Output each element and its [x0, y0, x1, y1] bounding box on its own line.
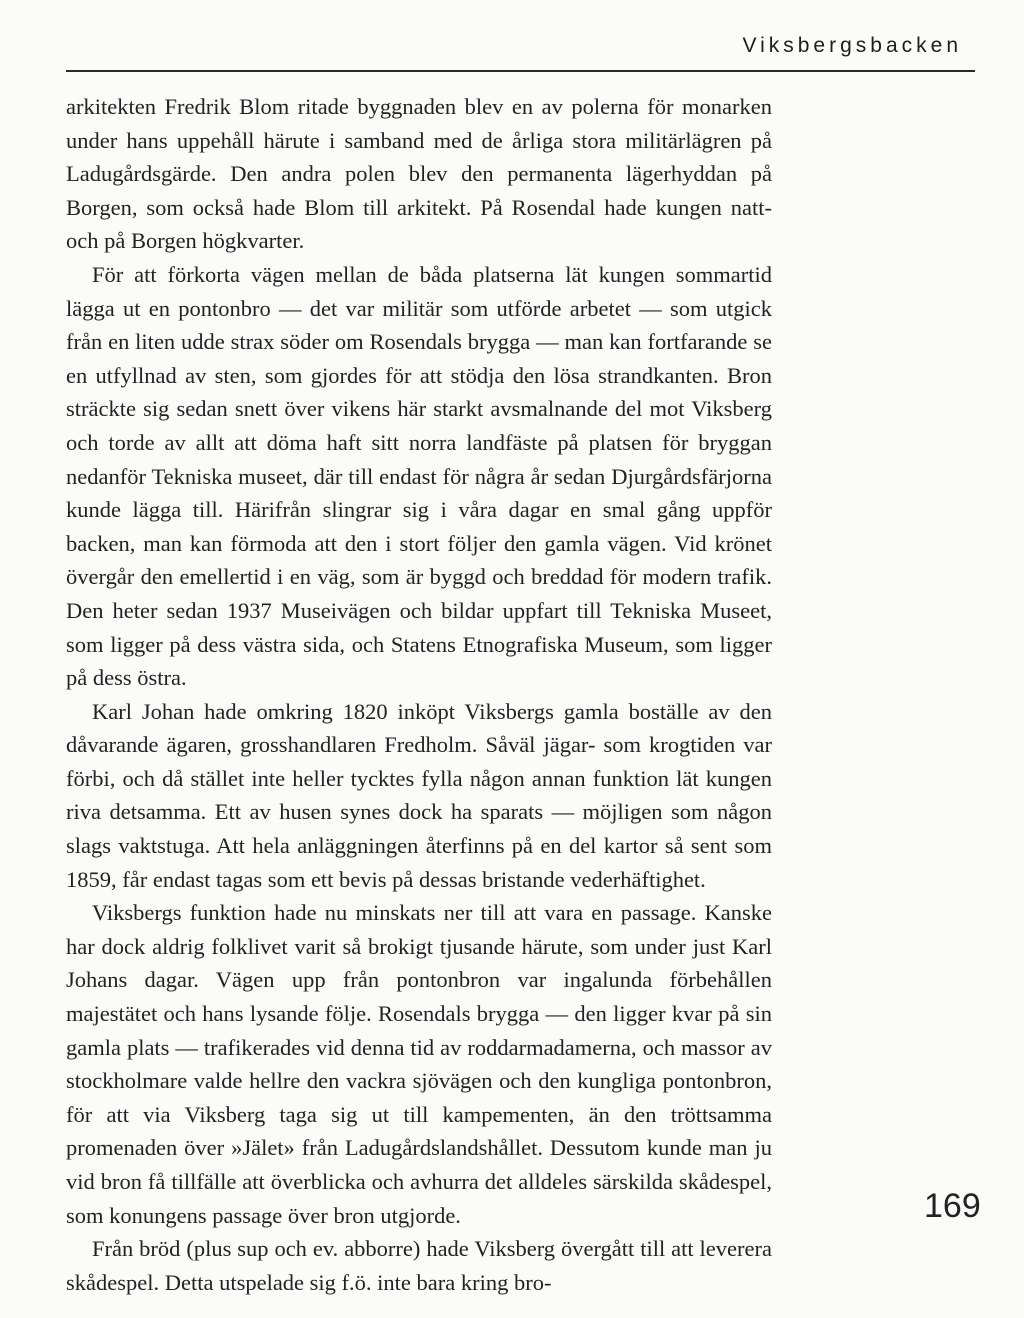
paragraph-4: Viksbergs funktion hade nu minskats ner till att vara en passage. Kanske har dock aldrig folklivet varit så brokigt tjusande härute, som under just Karl Johans dagar. Vägen upp från pontonbron var ingalunda förbehållen majestätet och hans lysande följe. Rosendals brygga — den ligger kvar på sin gamla plats — trafikerades vid denna tid av roddarmadamerna, och massor av stockholmare valde hellre den vackra sjövägen och den kungliga pontonbron, för att via Viksberg taga sig ut till kampementen, än den tröttsamma promenaden över »Jälet» från Ladugårdslandshållet. Dessutom kunde man ju vid bron få tillfälle att överblicka och avhurra det alldeles särskilda skådespel, som konungens passage över bron utgjorde.	[66, 900, 772, 1228]
paragraph-5: Från bröd (plus sup och ev. abborre) hade Viksberg övergått till att leverera skådespel. Detta utspelade sig f.ö. inte bara kring bro-	[66, 1236, 772, 1295]
body-text	[66, 90, 772, 1299]
page-number: 169	[924, 1187, 981, 1225]
running-head: Viksbergsbacken	[742, 34, 962, 57]
paragraph-1: arkitekten Fredrik Blom ritade byggnaden blev en av polerna för monarken under hans uppehåll härute i samband med de årliga stora militärlägren på Ladugårdsgärde. Den andra polen blev den permanenta lägerhyddan på Borgen, som också hade Blom till arkitekt. På Rosendal hade kungen natt- och på Borgen högkvarter.	[66, 94, 772, 254]
paragraph-2: För att förkorta vägen mellan de båda platserna lät kungen sommartid lägga ut en pontonbro — det var militär som utförde arbetet — som utgick från en liten udde strax söder om Rosendals brygga — man kan fortfarande se en utfyllnad av sten, som gjordes för att stödja den lösa strandkanten. Bron sträckte sig sedan snett över vikens här starkt avsmalnande del mot Viksberg och torde av allt att döma haft sitt norra landfäste på platsen för bryggan nedanför Tekniska museet, där till endast för några år sedan Djurgårdsfärjorna kunde lägga till. Härifrån slingrar sig i våra dagar en smal gång uppför backen, man kan förmoda att den i stort följer den gamla vägen. Vid krönet övergår den emellertid i en väg, som är byggd och breddad för modern trafik. Den heter sedan 1937 Museivägen och bildar uppfart till Tekniska Museet, som ligger på dess västra sida, och Statens Etnografiska Museum, som ligger på dess östra.	[66, 261, 772, 691]
header-rule	[66, 70, 975, 72]
paragraph-3: Karl Johan hade omkring 1820 inköpt Viksbergs gamla boställe av den dåvarande ägaren, grosshandlaren Fredholm. Såväl jägar- som krogtiden var förbi, och då stället inte heller tycktes fylla någon annan funktion lät kungen riva detsamma. Ett av husen synes dock ha sparats — möjligen som någon slags vaktstuga. Att hela anläggningen återfinns på en del kartor så sent som 1859, får endast tagas som ett bevis på dessas bristande vederhäftighet.	[66, 698, 772, 892]
